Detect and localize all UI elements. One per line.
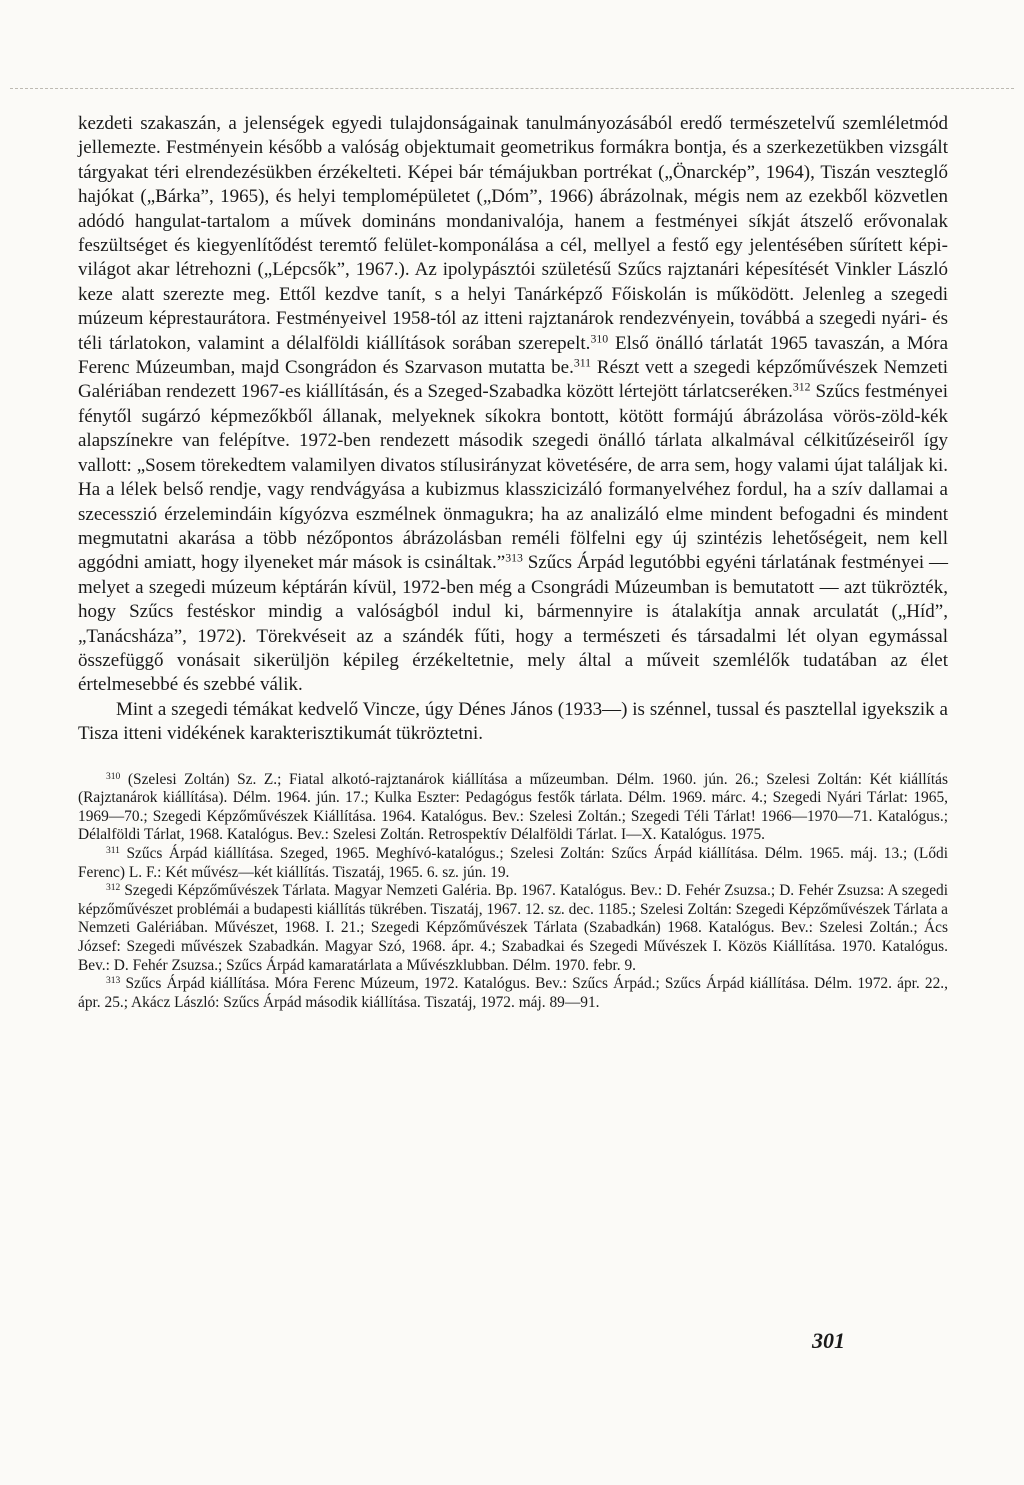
footnote-number: 312 bbox=[106, 881, 121, 893]
paragraph-1: kezdeti szakaszán, a jelenségek egyedi tulajdonságainak tanulmányozásából eredő természetelvű szemléletmód jellemezte. Festményein később a valóság objektumait geometrikus formákra bontja, és a szerkezetükben vizsgált tárgyakat téri elrendezésükben érzékelteti. Képei bár témájukban portrékat („Önarckép”, 1964), Tiszán veszteglő hajókat („Bárka”, 1965), és helyi templomépületet („Dóm”, 1966) ábrázolnak, mégis nem az ezekből közvetlen adódó hangulat-tartalom a művek domináns mondanivalója, hanem a festményei síkját átszelő erővonalak feszültséget és kiegyenlítődést teremtő felület-komponálása a cél, mellyel a festő egy jelentésében sűrített képi-világot akar létrehozni („Lépcsők”, 1967.). Az ipolypásztói születésű Szűcs rajztanári képesítését Vinkler László keze alatt szerezte meg. Ettől kezdve tanít, s a helyi Tanárképző Főiskolán is működött. Jelenleg a szegedi múzeum képrestaurátora. Festményeivel 1958-tól az itteni rajztanárok rendezvényein, továbbá a szegedi nyári- és téli tárlatokon, valamint a délalföldi kiállítások sorában szerepelt.$^{310}$ Első önálló tárlatát 1965 tavaszán, a Móra Ferenc Múzeumban, majd Csongrádon és Szarvason mutatta be.$^{311}$ Részt vett a szegedi képzőművészek Nemzeti Galériában rendezett 1967-es kiállításán, és a Szeged-Szabadka között lértejött tárlatcseréken.$^{312}$ Szűcs festményei fénytől sugárzó képmezőkből állanak, melyeknek síkokra bontott, kötött formájú ábrázolása vörös-zöld-kék alapszínekre van felépítve. 1972-ben rendezett második szegedi önálló tárlata alkalmával célkitűzéseiről így vallott: „Sosem törekedtem valamilyen divatos stílusirányzat követésére, de arra sem, hogy valami újat találjak ki. Ha a lélek belső rendje, vagy rendvágyása a kubizmus klasszicizáló formanyelvéhez fordul, ha a szív dallamai a szecesszió érzelemindáin kígyózva eszmélnek önmagukra; ha az analizáló elme mindent befogadni és mindent megmutatni akarása a több nézőpontos ábrázolásban reméli fölfelni egy új szintézis lehetőségeit, nem kell aggódni amiatt, hogy ilyeneket már mások is csináltak.”$^{313}$ Szűcs Árpád legutóbbi egyéni tárlatának festményei — melyet a szegedi múzeum képtárán kívül, 1972-ben még a Csongrádi Múzeumban is bemutatott — azt tükrözték, hogy Szűcs festéskor mindig a valóságból indul ki, bármennyire is átalakítja annak arculatát („Híd”, „Tanácsháza”, 1972). Törekvéseit az a szándék fűti, hogy a természeti és társadalmi lét olyan egymással összefüggő vonásait sikerüljön képileg érzékeltetnie, mely által a műveit szemlélők tudatában az élet értelmesebbé és szebbé válik. bbox=[78, 113, 948, 696]
body-text bbox=[78, 112, 948, 747]
footnote-313: $^{313}$ Szűcs Árpád kiállítása. Móra Ferenc Múzeum, 1972. Katalógus. Bev.: Szűcs Árpád.; Szűcs Árpád kiállítása. Délm. 1972. ápr. 22., ápr. 25.; Akácz László: Szűcs Árpád második kiállítása. Tiszatáj, 1972. máj. 89—91. bbox=[78, 974, 948, 1011]
paragraph-2: Mint a szegedi témákat kedvelő Vincze, úgy Dénes János (1933—) is szénnel, tussal és pasztellal igyekszik a Tisza itteni vidékének karakterisztikumát tükröztetni. bbox=[78, 698, 948, 745]
page-number: 301 bbox=[812, 1328, 845, 1353]
footnote-number: 311 bbox=[106, 844, 120, 856]
footnote-311: $^{311}$ Szűcs Árpád kiállítása. Szeged, 1965. Meghívó-katalógus.; Szelesi Zoltán: Szűcs Árpád kiállítása. Délm. 1965. máj. 13.; (Lődi Ferenc) L. F.: Két művész—két kiállítás. Tiszatáj, 1965. 6. sz. jún. 19. bbox=[78, 844, 948, 881]
footnotes bbox=[78, 771, 948, 1013]
footnote-310: $^{310}$ (Szelesi Zoltán) Sz. Z.; Fiatal alkotó-rajztanárok kiállítása a műzeumban. Délm. 1960. jún. 26.; Szelesi Zoltán: Két kiállítás (Rajztanárok kiállítása). Délm. 1964. jún. 17.; Kulka Eszter: Pedagógus festők tárlata. Délm. 1969. márc. 4.; Szegedi Nyári Tárlat: 1965, 1969—70.; Szegedi Képzőművészek Kiállítása. 1964. Katalógus. Bev.: Szelesi Zoltán.; Szegedi Téli Tárlat! 1966—1970—71. Katalógus.; Délalföldi Tárlat, 1968. Katalógus. Bev.: Szelesi Zoltán. Retrospektív Délalföldi Tárlat. I—X. Katalógus. 1975. bbox=[78, 770, 948, 844]
page-top-rule bbox=[10, 88, 1014, 89]
footnote-number: 310 bbox=[106, 770, 121, 782]
footnote-ref[interactable]: 313 bbox=[505, 551, 523, 565]
page-content bbox=[78, 112, 948, 1012]
footnote-312: $^{312}$ Szegedi Képzőművészek Tárlata. Magyar Nemzeti Galéria. Bp. 1967. Katalógus. Bev.: D. Fehér Zsuzsa.; D. Fehér Zsuzsa: A szegedi képzőművészet problémái a budapesti kiállítás tükrében. Tiszatáj, 1967. 12. sz. dec. 1185.; Szelesi Zoltán: Szegedi Képzőművészek Tárlata a Nemzeti Galériában. Művészet, 1968. I. 21.; Szegedi Képzőművészek Tárlata (Szabadkán) 1968. Katalógus. Bev.: Szelesi Zoltán.; Ács József: Szegedi művészek Szabadkán. Magyar Szó, 1968. ápr. 4.; Szabadkai és Szegedi Művészek I. Közös Kiállítása. 1970. Katalógus. Bev.: D. Fehér Zsuzsa.; Szűcs Árpád kamaratárlata a Művészklubban. Délm. 1970. febr. 9. bbox=[78, 881, 948, 974]
footnote-ref[interactable]: 310 bbox=[590, 332, 609, 346]
footnote-ref[interactable]: 311 bbox=[573, 356, 592, 370]
footnote-number: 313 bbox=[106, 974, 121, 986]
footnote-ref[interactable]: 312 bbox=[792, 381, 811, 394]
